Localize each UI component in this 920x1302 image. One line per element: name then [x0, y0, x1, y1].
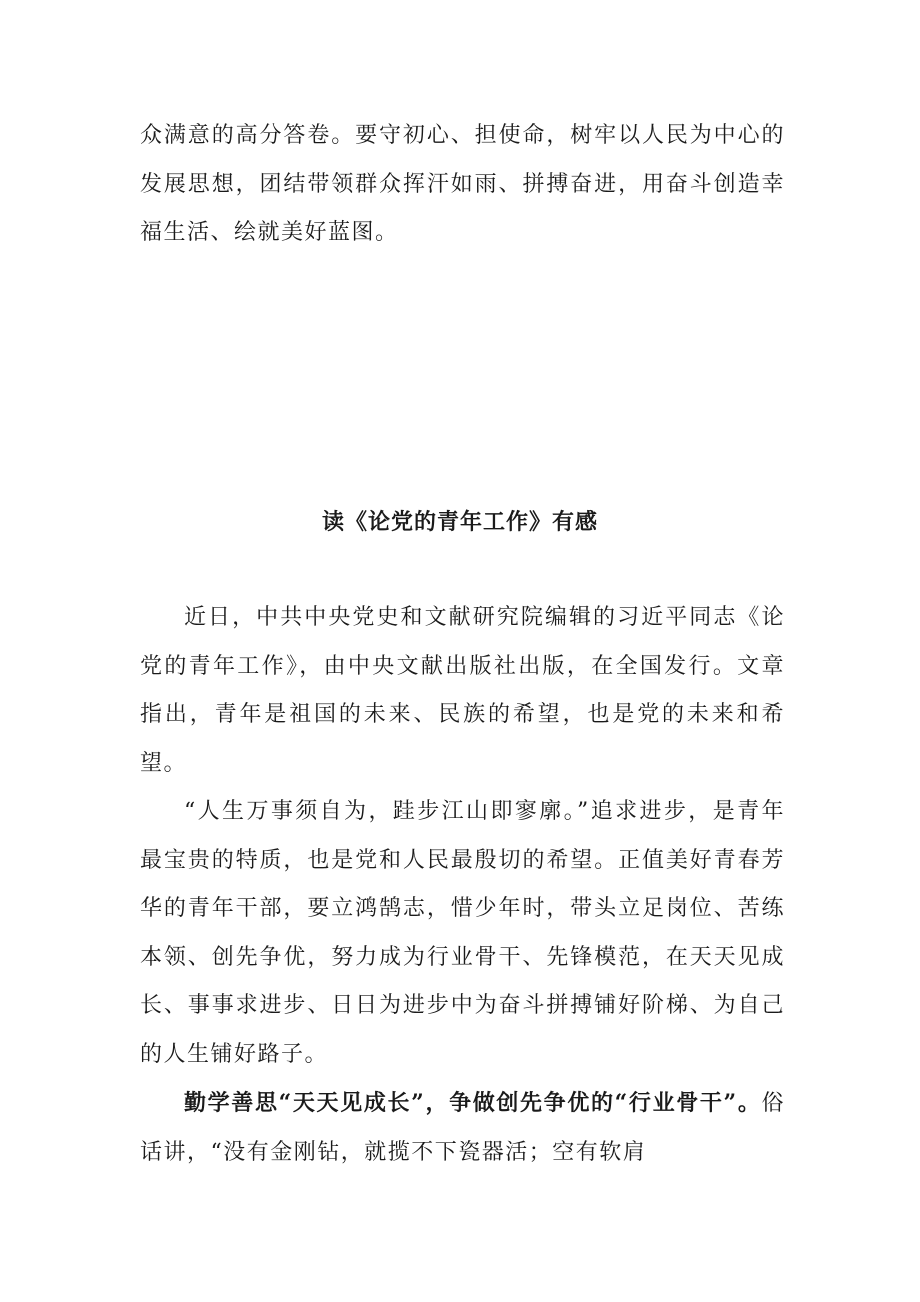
- article-paragraph-1: 近日，中共中央党史和文献研究院编辑的习近平同志《论党的青年工作》，由中央文献出版社出版，在全国发行。文章指出，青年是祖国的未来、民族的希望，也是党的未来和希望。: [140, 605, 785, 776]
- continuation-paragraph: [140, 112, 785, 258]
- article-body: [140, 594, 785, 1177]
- article-paragraph-3: [140, 1079, 785, 1177]
- paragraph-bold-lead: 勤学善思“天天见成长”，争做创先争优的“行业骨干”。: [184, 1090, 762, 1116]
- article-paragraph-2: “人生万事须自为，跬步江山即寥廓。”追求进步，是青年最宝贵的特质，也是党和人民最殷切的希望。正值美好青春芳华的青年干部，要立鸿鹄志，惜少年时，带头立足岗位、苦练本领、创先争优，努力成为行业骨干、先锋模范，在天天见成长、事事求进步、日日为进步中为奋斗拼搏铺好阶梯、为自己的人生铺好路子。: [140, 799, 785, 1067]
- article-title: 读《论党的青年工作》有感: [321, 509, 598, 535]
- paragraph-text: 俗话讲，“没有金刚钻，就揽不下瓷器活；空有软肩: [140, 1091, 785, 1165]
- continuation-text: 众满意的高分答卷。要守初心、担使命，树牢以人民为中心的发展思想，团结带领群众挥汗如雨、拼搏奋进，用奋斗创造幸福生活、绘就美好蓝图。: [140, 123, 785, 245]
